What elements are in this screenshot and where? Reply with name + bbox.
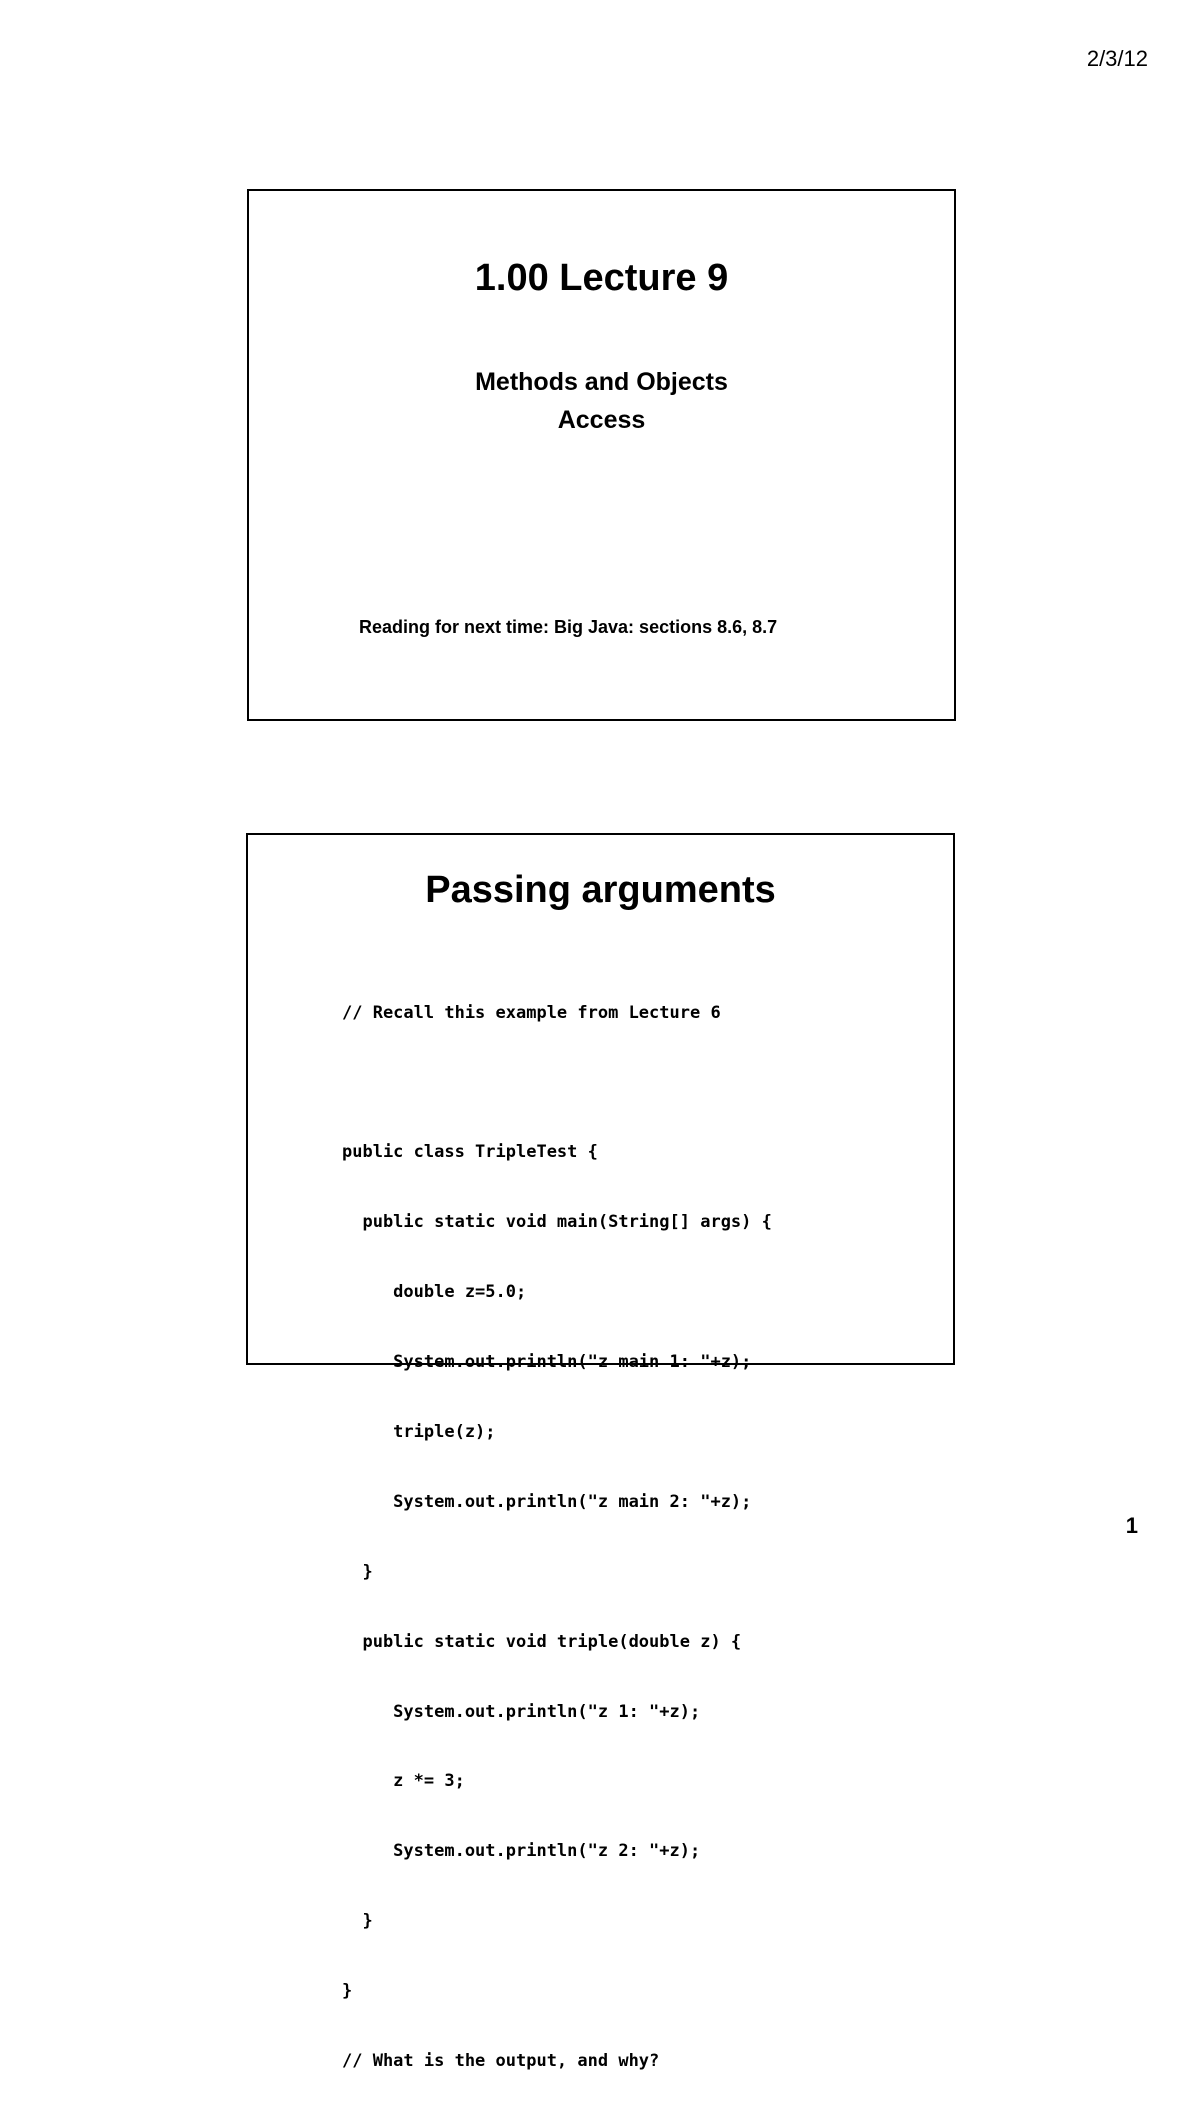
code-line: [342, 1071, 772, 1094]
code-line: }: [342, 1981, 353, 2002]
code-line: System.out.println("z main 2: "+z);: [342, 1491, 752, 1512]
code-line: public static void triple(double z) {: [342, 1631, 742, 1652]
subtitle-line: Methods and Objects: [475, 368, 728, 396]
code-line: z *= 3;: [342, 1771, 465, 1792]
page-number: 1: [1125, 1513, 1138, 1538]
subtitle-line: Access: [557, 406, 646, 434]
code-line: System.out.println("z main 1: "+z);: [342, 1352, 752, 1373]
slide-title: 1.00 Lecture 9: [474, 257, 729, 299]
code-line: triple(z);: [342, 1421, 496, 1442]
reading-note: Reading for next time: Big Java: sections 8.6, 8.7: [359, 617, 778, 637]
slide-title: Passing arguments: [425, 869, 776, 911]
code-line: // Recall this example from Lecture 6: [342, 1002, 721, 1023]
code-line: public class TripleTest {: [342, 1142, 598, 1163]
code-line: public static void main(String[] args) {: [342, 1212, 772, 1233]
code-line: double z=5.0;: [342, 1282, 527, 1303]
code-block: [342, 955, 772, 2120]
slide-lecture-title: [247, 189, 956, 721]
code-line: System.out.println("z 2: "+z);: [342, 1841, 701, 1862]
slide-subtitle: [249, 363, 954, 439]
code-line: // What is the output, and why?: [342, 2050, 660, 2071]
page-date: 2/3/12: [1086, 46, 1148, 71]
code-line: }: [342, 1911, 373, 1932]
code-line: System.out.println("z 1: "+z);: [342, 1701, 701, 1722]
code-line: }: [342, 1561, 373, 1582]
slide-passing-arguments: [246, 833, 955, 2071]
